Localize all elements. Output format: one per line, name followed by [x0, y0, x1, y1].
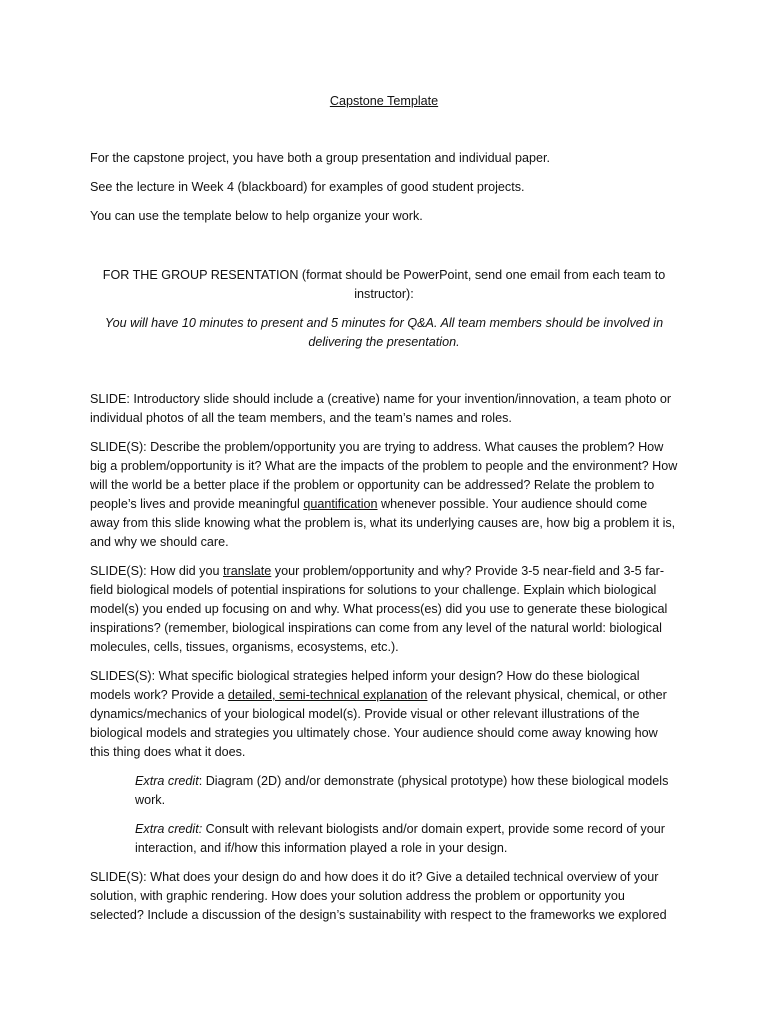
document-page — [90, 92, 678, 935]
document-title: Capstone Template — [329, 94, 439, 108]
intro-paragraph-1: For the capstone project, you have both a group presentation and individual paper. — [90, 151, 550, 165]
slide-problem-paragraph — [90, 438, 678, 552]
slide-problem-text-before: SLIDE(S): Describe the problem/opportunity you are trying to address. What causes the problem? How big a problem/opportunity is it? What are the impacts of the problem to people and the environment? How will the world be a better place if the problem or opportunity can be addressed? Relate the problem to people’s lives and provide meaningful — [90, 440, 678, 511]
slide-design-paragraph: SLIDE(S): What does your design do and how does it do it? Give a detailed technical overview of your solution, with graphic rendering. How does your solution address the problem or opportunity you selected? Include a discussion of the design’s sustainability with respect to the frameworks we explored — [90, 870, 667, 922]
extra-credit-label-2: Extra credit: — [135, 822, 203, 836]
extra-credit-text-1: : Diagram (2D) and/or demonstrate (physical prototype) how these biological models work. — [135, 774, 669, 807]
slide-strategies-text-after: of the relevant physical, chemical, or other dynamics/mechanics of your biological model(s). Provide visual or other relevant illustrations of the biological models and strategies you ultimately chose. Your audience should come away knowing how this thing does what it does. — [90, 688, 667, 759]
translate-underlined: translate — [223, 564, 272, 578]
extra-credit-label-1: Extra credit — [135, 774, 199, 788]
extra-credit-consult — [135, 820, 678, 858]
group-presentation-note: You will have 10 minutes to present and 5 minutes for Q&A. All team members should be involved in delivering the presentation. — [104, 316, 664, 349]
slide-strategies-text-before: SLIDES(S): What specific biological strategies helped inform your design? How do these biological models work? Provide a — [90, 669, 640, 702]
slide-translate-text-before: SLIDE(S): How did you — [90, 564, 223, 578]
slide-problem-text-after: whenever possible. Your audience should come away from this slide knowing what the problem is, what its underlying causes are, how big a problem it is, and why we should care. — [90, 497, 676, 549]
explanation-underlined: detailed, semi-technical explanation — [227, 688, 428, 702]
slide-intro-paragraph: SLIDE: Introductory slide should include a (creative) name for your invention/innovation, a team photo or individual photos of all the team members, and the team’s names and roles. — [90, 392, 672, 425]
slide-translate-paragraph — [90, 562, 678, 657]
extra-credit-text-2: Consult with relevant biologists and/or domain expert, provide some record of your interaction, and if/how this information played a role in your design. — [135, 822, 665, 855]
extra-credit-diagram — [135, 772, 678, 810]
quantification-underlined: quantification — [303, 497, 378, 511]
slide-strategies-paragraph — [90, 667, 678, 762]
group-presentation-heading: FOR THE GROUP RESENTATION (format should be PowerPoint, send one email from each team to instructor): — [102, 268, 666, 301]
slide-translate-text-after: your problem/opportunity and why? Provide 3-5 near-field and 3-5 far-field biological models of potential inspirations for solutions to your challenge. Explain which biological model(s) you ended up focusing on and why. What process(es) did you use to generate these biological inspirations? (remember, biological inspirations can come from any level of the natural world: biological molecules, cells, tissues, organisms, ecosystems, etc.). — [90, 564, 668, 654]
intro-paragraph-3: You can use the template below to help organize your work. — [90, 209, 423, 223]
intro-paragraph-2: See the lecture in Week 4 (blackboard) for examples of good student projects. — [90, 180, 525, 194]
